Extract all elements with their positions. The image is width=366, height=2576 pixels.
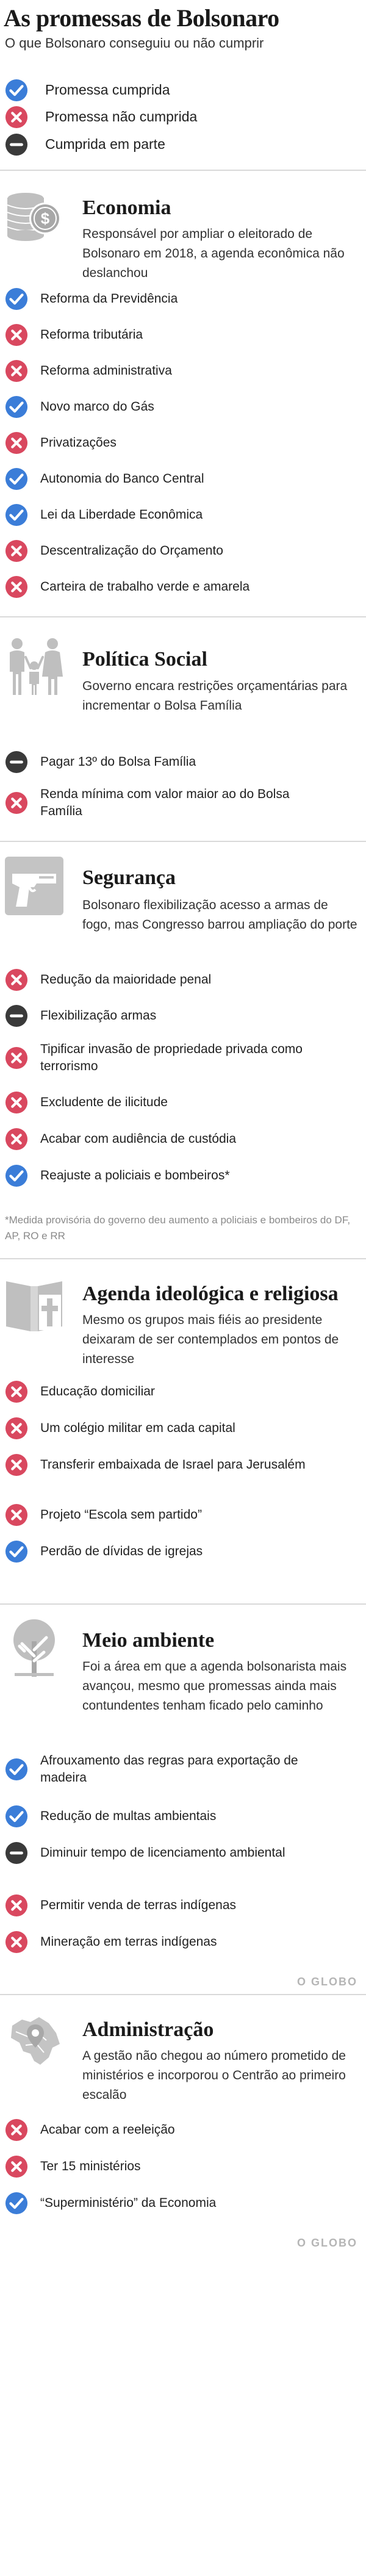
promise-row	[0, 395, 366, 419]
svg-text:$: $	[40, 209, 50, 228]
promise-label: Transferir embaixada de Israel para Jerusalém	[40, 1457, 306, 1472]
promise-label: Renda mínima com valor maior ao do Bolsa Família	[40, 787, 290, 819]
x-circle-icon	[5, 1894, 28, 1917]
promise-label: Lei da Liberdade Econômica	[40, 507, 203, 522]
promise-row	[0, 968, 366, 991]
check-circle-icon	[5, 287, 28, 311]
promise-row	[0, 1930, 366, 1954]
promise-row	[0, 1004, 366, 1027]
promise-label: Ter 15 ministérios	[40, 2159, 141, 2173]
promise-label: Flexibilização armas	[40, 1008, 157, 1023]
check-circle-icon	[5, 2192, 28, 2215]
promise-label: Novo marco do Gás	[40, 399, 154, 414]
family-icon	[4, 636, 65, 697]
promise-row	[0, 359, 366, 383]
x-circle-icon	[5, 1417, 28, 1440]
legend-label: Cumprida em parte	[45, 136, 165, 153]
pistol-icon	[4, 855, 65, 916]
check-circle-icon	[5, 1164, 28, 1187]
promise-label: Projeto “Escola sem partido”	[40, 1507, 202, 1522]
minus-circle-icon	[5, 1841, 28, 1865]
promise-label: Mineração em terras indígenas	[40, 1934, 217, 1949]
section-title-meio-ambiente: Meio ambiente	[82, 1629, 215, 1652]
promise-row	[0, 1091, 366, 1114]
promise-label: Diminuir tempo de licenciamento ambiental	[40, 1845, 285, 1860]
check-circle-icon	[5, 1805, 28, 1828]
x-circle-icon	[5, 968, 28, 991]
x-circle-icon	[5, 1503, 28, 1527]
promise-label: Acabar com audiência de custódia	[40, 1131, 237, 1146]
x-circle-icon	[5, 2118, 28, 2142]
x-circle-icon	[5, 1453, 28, 1477]
promise-row	[0, 1041, 366, 1076]
promise-label: Um colégio militar em cada capital	[40, 1420, 235, 1435]
promise-row	[0, 575, 366, 599]
promise-label: Tipificar invasão de propriedade privada como terrorismo	[40, 1042, 303, 1074]
promise-row	[0, 431, 366, 455]
promise-row	[0, 2155, 366, 2178]
promise-label: Carteira de trabalho verde e amarela	[40, 579, 250, 594]
promise-label: Afrouxamento das regras para exportação de madeira	[40, 1754, 298, 1785]
x-circle-icon	[5, 1091, 28, 1114]
legend-item-notdone	[0, 106, 366, 129]
promise-row	[0, 287, 366, 311]
section-title-agenda: Agenda ideológica e religiosa	[82, 1283, 339, 1305]
section-description: Governo encara restrições orçamentárias para incrementar o Bolsa Família	[82, 679, 348, 713]
credit-logo: O GLOBO	[297, 1976, 357, 1988]
legend-label: Promessa não cumprida	[45, 109, 198, 125]
promise-row	[0, 1128, 366, 1151]
x-circle-icon	[5, 323, 28, 347]
promise-label: Excludente de ilicitude	[40, 1095, 168, 1109]
page-subtitle: O que Bolsonaro conseguiu ou não cumprir	[5, 35, 264, 51]
promise-label: Pagar 13º do Bolsa Família	[40, 754, 196, 769]
credit-logo: O GLOBO	[297, 2237, 357, 2249]
promise-label: Reforma da Previdência	[40, 291, 178, 306]
x-circle-icon	[5, 1046, 28, 1070]
divider	[0, 1603, 366, 1605]
promise-row	[0, 503, 366, 527]
promise-row	[0, 1164, 366, 1187]
promise-label: Privatizações	[40, 435, 117, 450]
legend-item-partial	[0, 133, 366, 156]
x-circle-icon	[5, 431, 28, 455]
check-circle-icon	[5, 79, 28, 102]
minus-circle-icon	[5, 1004, 28, 1027]
promise-label: Reforma administrativa	[40, 363, 172, 378]
bible-cross-icon	[4, 1273, 65, 1334]
check-circle-icon	[5, 467, 28, 491]
promise-row	[0, 1453, 366, 1477]
section-title-seguranca: Segurança	[82, 866, 176, 889]
promise-label: Autonomia do Banco Central	[40, 471, 204, 486]
promise-label: “Superministério” da Economia	[40, 2195, 217, 2210]
promise-label: Permitir venda de terras indígenas	[40, 1898, 236, 1912]
x-circle-icon	[5, 359, 28, 383]
promise-label: Acabar com a reeleição	[40, 2122, 175, 2137]
promise-row	[0, 539, 366, 563]
check-circle-icon	[5, 1758, 28, 1781]
promise-row	[0, 1503, 366, 1527]
legend-item-done	[0, 79, 366, 102]
promise-label: Redução de multas ambientais	[40, 1808, 217, 1823]
x-circle-icon	[5, 106, 28, 129]
section-description: Bolsonaro flexibilização acesso a armas de fogo, mas Congresso barrou ampliação do porte	[82, 898, 357, 932]
promise-row	[0, 1540, 366, 1563]
divider	[0, 1994, 366, 1995]
coins-icon	[4, 185, 65, 246]
promise-label: Reforma tributária	[40, 327, 143, 342]
x-circle-icon	[5, 575, 28, 599]
x-circle-icon	[5, 539, 28, 563]
section-description: A gestão não chegou ao número prometido de ministérios e incorporou o Centrão ao primeiro escalão	[82, 2049, 346, 2102]
x-circle-icon	[5, 791, 28, 815]
promise-label: Redução da maioridade penal	[40, 972, 212, 987]
check-circle-icon	[5, 1540, 28, 1563]
promise-row	[0, 1752, 366, 1787]
divider	[0, 841, 366, 842]
minus-circle-icon	[5, 133, 28, 156]
check-circle-icon	[5, 395, 28, 419]
brazil-map-pin-icon	[4, 2009, 65, 2070]
promise-row	[0, 323, 366, 347]
x-circle-icon	[5, 1128, 28, 1151]
page-title: As promessas de Bolsonaro	[4, 4, 279, 32]
promise-row	[0, 467, 366, 491]
footnote: *Medida provisória do governo deu aumento a policiais e bombeiros do DF, AP, RO e RR	[5, 1214, 351, 1242]
promise-row	[0, 1894, 366, 1917]
section-description: Responsável por ampliar o eleitorado de Bolsonaro em 2018, a agenda econômica não deslanchou	[82, 227, 345, 280]
section-title-economia: Economia	[82, 196, 171, 219]
tree-icon	[4, 1617, 65, 1678]
x-circle-icon	[5, 1380, 28, 1403]
promise-row	[0, 1841, 366, 1865]
promise-row	[0, 786, 366, 821]
divider	[0, 170, 366, 171]
divider	[0, 1258, 366, 1259]
divider	[0, 616, 366, 617]
check-circle-icon	[5, 503, 28, 527]
promise-row	[0, 2118, 366, 2142]
section-description: Foi a área em que a agenda bolsonarista mais avançou, mesmo que promessas ainda mais contundentes tenham ficado pelo caminho	[82, 1660, 347, 1713]
promise-row	[0, 750, 366, 774]
section-title-administracao: Administração	[82, 2018, 214, 2041]
x-circle-icon	[5, 2155, 28, 2178]
section-description: Mesmo os grupos mais fiéis ao presidente deixaram de ser contemplados em pontos de interesse	[82, 1313, 339, 1366]
promise-label: Educação domiciliar	[40, 1384, 155, 1398]
section-title-politica-social: Política Social	[82, 648, 207, 671]
promise-row	[0, 2192, 366, 2215]
promise-row	[0, 1380, 366, 1403]
promise-row	[0, 1417, 366, 1440]
promise-label: Reajuste a policiais e bombeiros*	[40, 1168, 230, 1182]
x-circle-icon	[5, 1930, 28, 1954]
promise-label: Perdão de dívidas de igrejas	[40, 1544, 203, 1558]
legend-label: Promessa cumprida	[45, 82, 170, 98]
minus-circle-icon	[5, 750, 28, 774]
promise-row	[0, 1805, 366, 1828]
promise-label: Descentralização do Orçamento	[40, 543, 223, 558]
